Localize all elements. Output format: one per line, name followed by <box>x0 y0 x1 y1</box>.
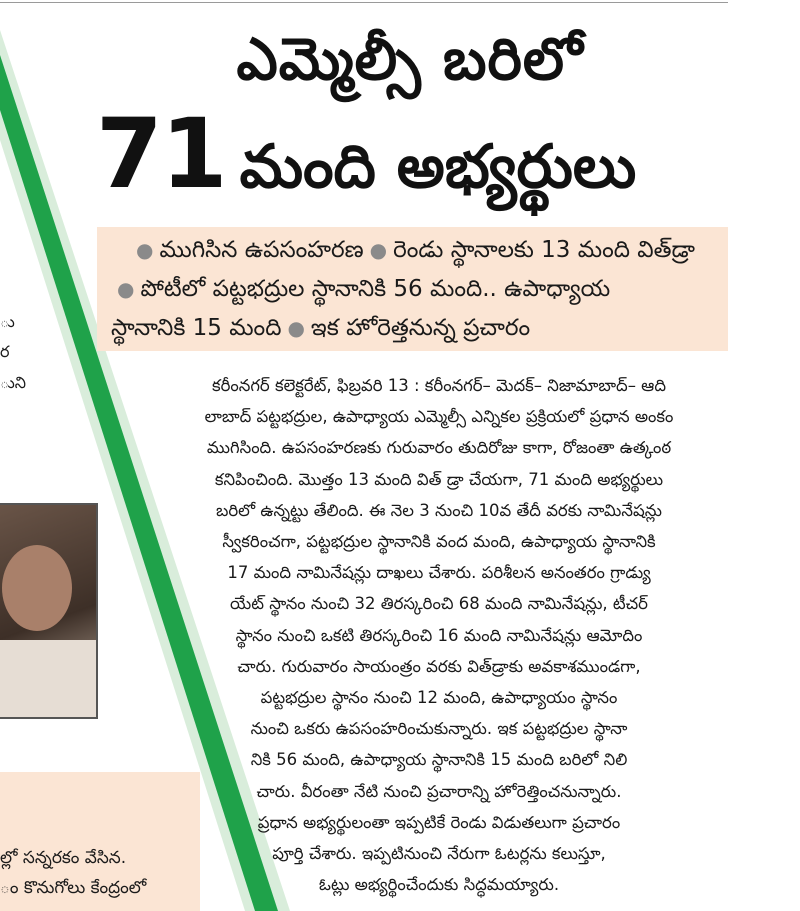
headline-rest: మంది అభ్యర్థులు <box>239 132 637 202</box>
summary-item: పోటీలో పట్టభద్రుల స్థానానికి 56 మంది.. ఉపాధ్యాయ <box>140 276 611 302</box>
article-body-line: నుంచి ఒకరు ఉపసంహరించుకున్నారు. ఇక పట్టభద్రుల స్థానా <box>250 719 628 739</box>
bullet-icon: ● <box>369 238 388 262</box>
summary-line-3 <box>111 311 742 345</box>
photo-body <box>0 640 96 719</box>
article-body-line: పట్టభద్రుల స్థానం నుంచి 12 మంది, ఉపాధ్యాయం స్థానం <box>260 688 618 708</box>
article-body-line: ముగిసింది. ఉపసంహరణకు గురువారం తుదిరోజు కాగా, రోజంతా ఉత్కంఠ <box>206 438 672 458</box>
headline-line-2 <box>96 98 736 232</box>
article-body-line: నికి 56 మంది, ఉపాధ్యాయ స్థానానికి 15 మంది బరిలో నిలి <box>250 750 628 770</box>
article-body-line: చారు. వీరంతా నేటి నుంచి ప్రచారాన్ని హోరెత్తించనున్నారు. <box>256 781 622 801</box>
bullet-icon: ● <box>117 277 135 301</box>
bottom-fragment: ం కొనుగోలు కేంద్రంలో <box>0 878 147 898</box>
article-body-line: చారు. గురువారం సాయంత్రం వరకు విత్‌డ్రాకు అవకాశముండగా, <box>237 656 641 676</box>
article-body-line: యేట్ స్థానం నుంచి 32 తిరస్కరించి 68 మంది నామినేషన్లు, టీచర్ <box>230 594 648 614</box>
side-fragment: ు <box>0 312 15 331</box>
summary-item: స్థానానికి 15 మంది <box>111 315 282 341</box>
headline-line-1: ఎమ్మెల్సీ బరిలో <box>236 25 584 93</box>
summary-box <box>97 227 728 351</box>
article-body-line: స్థానం నుంచి ఒకటి తిరస్కరించి 16 మంది నామినేషన్లు ఆమోదిం <box>235 625 643 645</box>
article-body-line: ఓట్లు అభ్యర్థించేందుకు సిద్ధమయ్యారు. <box>318 875 560 895</box>
side-fragment: ర <box>0 342 10 361</box>
article-body-line: 17 మంది నామినేషన్లు దాఖలు చేశారు. పరిశీలన అనంతరం గ్రాడ్యు <box>227 563 651 583</box>
article-body-line: కనిపించింది. మొత్తం 13 మంది విత్ డ్రా చేయగా, 71 మంది అభ్యర్థులు <box>214 469 664 489</box>
right-margin <box>740 0 800 911</box>
article-body-line: పూర్తి చేశారు. ఇప్పటినుంచి నేరుగా ఓటర్లను కలుస్తూ, <box>272 844 606 864</box>
summary-line-2 <box>111 272 742 306</box>
portrait-photo <box>0 503 98 719</box>
side-fragment: ుని <box>0 373 27 392</box>
bullet-icon: ● <box>287 316 305 340</box>
article-body-line: కరీంనగర్ కలెక్టరేట్, ఫిబ్రవరి 13 : కరీంనగర్– మెదక్– నిజామాబాద్– ఆది <box>211 376 667 395</box>
bullet-icon: ● <box>135 238 154 262</box>
article-body-line: బరిలో ఉన్నట్టు తేలింది. ఈ నెల 3 నుంచి 10వ తేదీ వరకు నామినేషన్లు <box>216 500 662 520</box>
summary-item: రెండు స్థానాలకు 13 మంది విత్‌డ్రా <box>393 237 696 263</box>
article-body-line: లాబాద్ పట్టభద్రుల, ఉపాధ్యాయ ఎమ్మెల్సీ ఎన్నికల ప్రక్రియలో ప్రధాన అంకం <box>204 407 674 427</box>
photo-face <box>2 545 72 631</box>
bottom-fragment: ల్లో సన్నరకం వేసిన. <box>0 848 127 868</box>
article-body <box>150 370 728 900</box>
headline-number: 71 <box>96 98 226 210</box>
summary-line-1 <box>97 233 728 267</box>
summary-item: ఇక హోరెత్తనున్న ప్రచారం <box>310 315 531 341</box>
article-body-line: స్వీకరించగా, పట్టభద్రుల స్థానానికి వంద మంది, ఉపాధ్యాయ స్థానానికి <box>222 532 656 552</box>
article-body-line: ప్రధాన అభ్యర్థులంతా ఇప్పటికే రెండు విడుతలుగా ప్రచారం <box>257 812 621 832</box>
summary-item: ముగిసిన ఉపసంహరణ <box>159 237 364 263</box>
